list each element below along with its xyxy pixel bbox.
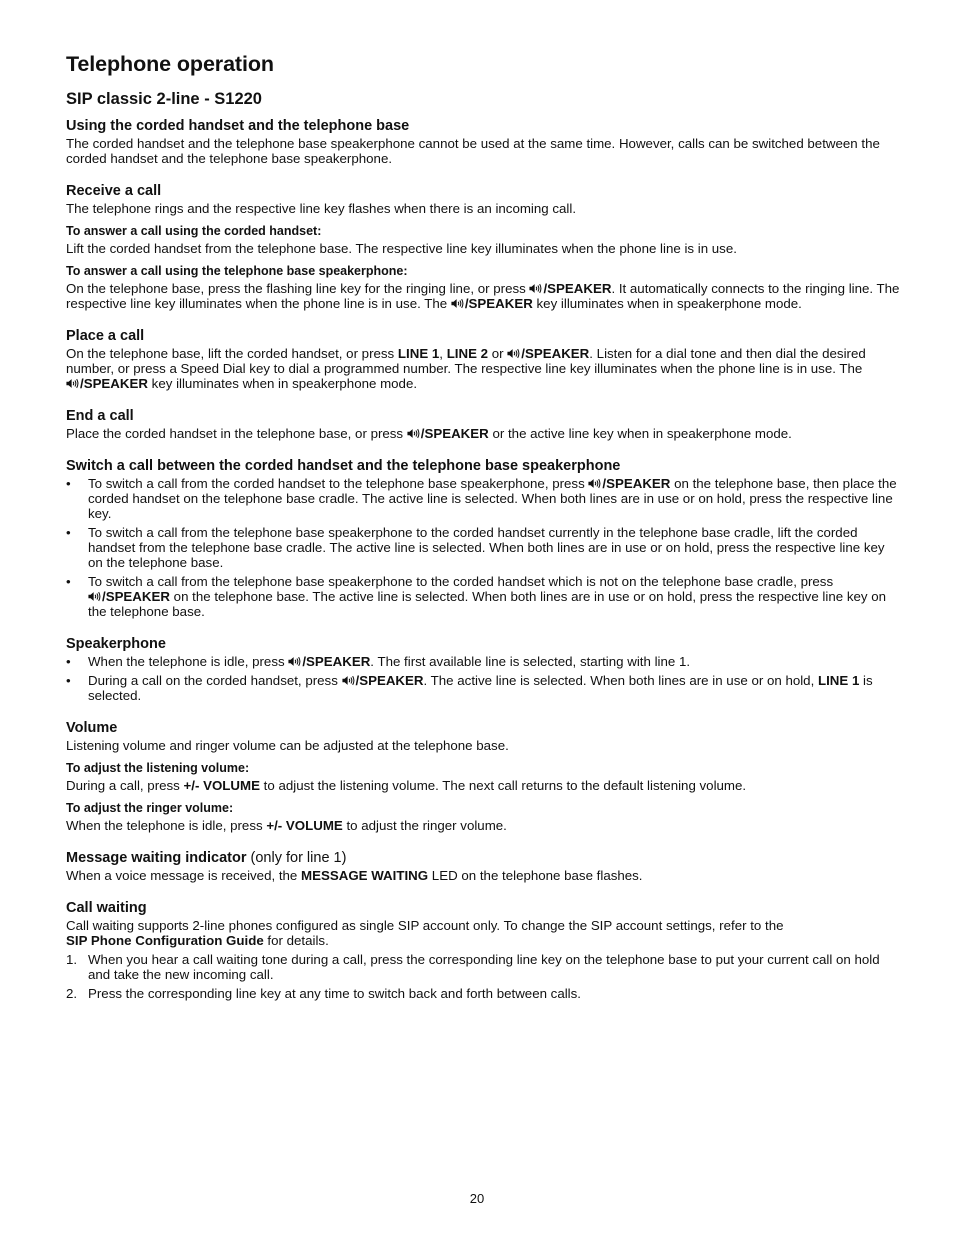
subheading-listening-volume: To adjust the listening volume: — [66, 761, 250, 775]
section-heading: Call waiting — [66, 900, 147, 916]
config-guide-title: SIP Phone Configuration Guide — [66, 933, 264, 948]
section-heading: Speakerphone — [66, 636, 166, 652]
line2-key: LINE 2 — [446, 346, 489, 361]
speaker-icon — [288, 656, 301, 667]
speaker-icon — [88, 591, 101, 602]
numbered-list — [66, 952, 902, 1001]
speaker-icon — [507, 348, 520, 359]
paragraph: On the telephone base, press the flashing line key for the ringing line, or press /SPEAKER. It automatically connects to the ringing line. The respective line key illuminates when the phone line is in use. The /SPEAKER key illuminates when in speakerphone mode. — [66, 281, 900, 311]
subheading-answer-speakerphone: To answer a call using the telephone base speakerphone: — [66, 264, 408, 278]
paragraph: When the telephone is idle, press +/- VOLUME to adjust the ringer volume. — [66, 818, 507, 833]
volume-key: +/- VOLUME — [266, 818, 343, 833]
section-place-call — [66, 328, 902, 391]
paragraph: The corded handset and the telephone base speakerphone cannot be used at the same time. However, calls can be switched between the corded handset and the telephone base speakerphone. — [66, 136, 880, 166]
section-heading: Using the corded handset and the telephone base — [66, 118, 410, 134]
section-call-waiting — [66, 900, 902, 1001]
speaker-key: /SPEAKER — [451, 296, 533, 311]
speaker-key: /SPEAKER — [507, 346, 589, 361]
line1-key: LINE 1 — [397, 346, 440, 361]
speaker-icon — [451, 298, 464, 309]
speaker-key: /SPEAKER — [288, 654, 370, 669]
speaker-icon — [588, 478, 601, 489]
list-item: • To switch a call from the telephone base speakerphone to the corded handset currently in the telephone base cradle, lift the corded handset from the telephone base cradle. The active line is selected. When both lines are in use or on hold, press the respective line key on the telephone base. — [66, 525, 885, 570]
document-page — [66, 52, 902, 1018]
subheading-ringer-volume: To adjust the ringer volume: — [66, 801, 234, 815]
paragraph: When a voice message is received, the MESSAGE WAITING LED on the telephone base flashes. — [66, 868, 643, 883]
section-speakerphone — [66, 636, 902, 703]
list-item: 1. When you hear a call waiting tone during a call, press the corresponding line key on the telephone base to put your current call on hold and take the new incoming call. — [66, 952, 880, 982]
subheading-answer-handset: To answer a call using the corded handset: — [66, 224, 322, 238]
speaker-key: /SPEAKER — [407, 426, 489, 441]
paragraph: Lift the corded handset from the telephone base. The respective line key illuminates when the phone line is in use. — [66, 241, 737, 256]
section-heading: Receive a call — [66, 183, 162, 199]
line1-key: LINE 1 — [817, 673, 860, 688]
bullet-list — [66, 476, 902, 619]
section-message-waiting — [66, 850, 902, 883]
list-item: 2. Press the corresponding line key at any time to switch back and forth between calls. — [66, 986, 581, 1001]
list-item: • To switch a call from the corded handset to the telephone base speakerphone, press /SPEAKER on the telephone base, then place the corded handset on the telephone base cradle. The active line is selected. When both lines are in use or on hold, press the respective line key. — [66, 476, 897, 521]
section-heading: Message waiting indicator (only for line 1) — [66, 850, 347, 866]
section-end-call — [66, 408, 902, 441]
list-item: • When the telephone is idle, press /SPEAKER. The first available line is selected, starting with line 1. — [66, 654, 691, 669]
section-heading: Switch a call between the corded handset and the telephone base speakerphone — [66, 458, 621, 474]
section-heading: Place a call — [66, 328, 145, 344]
list-item: • To switch a call from the telephone base speakerphone to the corded handset which is not on the telephone base cradle, press /SPEAKER on the telephone base. The active line is selected. When both lines are in use or on hold, press the respective line key on the telephone base. — [66, 574, 886, 619]
page-number: 20 — [469, 1191, 485, 1206]
list-item: • During a call on the corded handset, press /SPEAKER. The active line is selected. When both lines are in use or on hold, LINE 1 is selected. — [66, 673, 873, 703]
paragraph: Call waiting supports 2-line phones configured as single SIP account only. To change the SIP account settings, refer to the SIP Phone Configuration Guide for details. — [66, 918, 784, 948]
section-corded-handset — [66, 118, 902, 166]
speaker-key: /SPEAKER — [342, 673, 424, 688]
speaker-icon — [407, 428, 420, 439]
paragraph: During a call, press +/- VOLUME to adjust the listening volume. The next call returns to the default listening volume. — [66, 778, 747, 793]
speaker-icon — [66, 378, 79, 389]
section-receive-call — [66, 183, 902, 311]
section-volume — [66, 720, 902, 833]
bullet-list — [66, 654, 902, 703]
paragraph: The telephone rings and the respective line key flashes when there is an incoming call. — [66, 201, 577, 216]
volume-key: +/- VOLUME — [183, 778, 260, 793]
paragraph: Place the corded handset in the telephone base, or press /SPEAKER or the active line key when in speakerphone mode. — [66, 426, 792, 441]
speaker-key: /SPEAKER — [588, 476, 670, 491]
speaker-key: /SPEAKER — [529, 281, 611, 296]
page-title: Telephone operation — [66, 52, 274, 76]
paragraph: On the telephone base, lift the corded handset, or press LINE 1, LINE 2 or /SPEAKER. Listen for a dial tone and then dial the desired number, or press a Speed Dial key to dial a programmed number. The respective line key illuminates when the phone line is in use. The /SPEAKER key illuminates when in speakerphone mode. — [66, 346, 866, 391]
section-switch-call — [66, 458, 902, 619]
section-heading: End a call — [66, 408, 134, 424]
paragraph: Listening volume and ringer volume can be adjusted at the telephone base. — [66, 738, 509, 753]
message-waiting-key: MESSAGE WAITING — [301, 868, 429, 883]
speaker-icon — [342, 675, 355, 686]
speaker-key: /SPEAKER — [66, 376, 148, 391]
model-heading: SIP classic 2-line - S1220 — [66, 90, 262, 108]
speaker-key: /SPEAKER — [88, 589, 170, 604]
speaker-icon — [529, 283, 542, 294]
section-heading: Volume — [66, 720, 118, 736]
